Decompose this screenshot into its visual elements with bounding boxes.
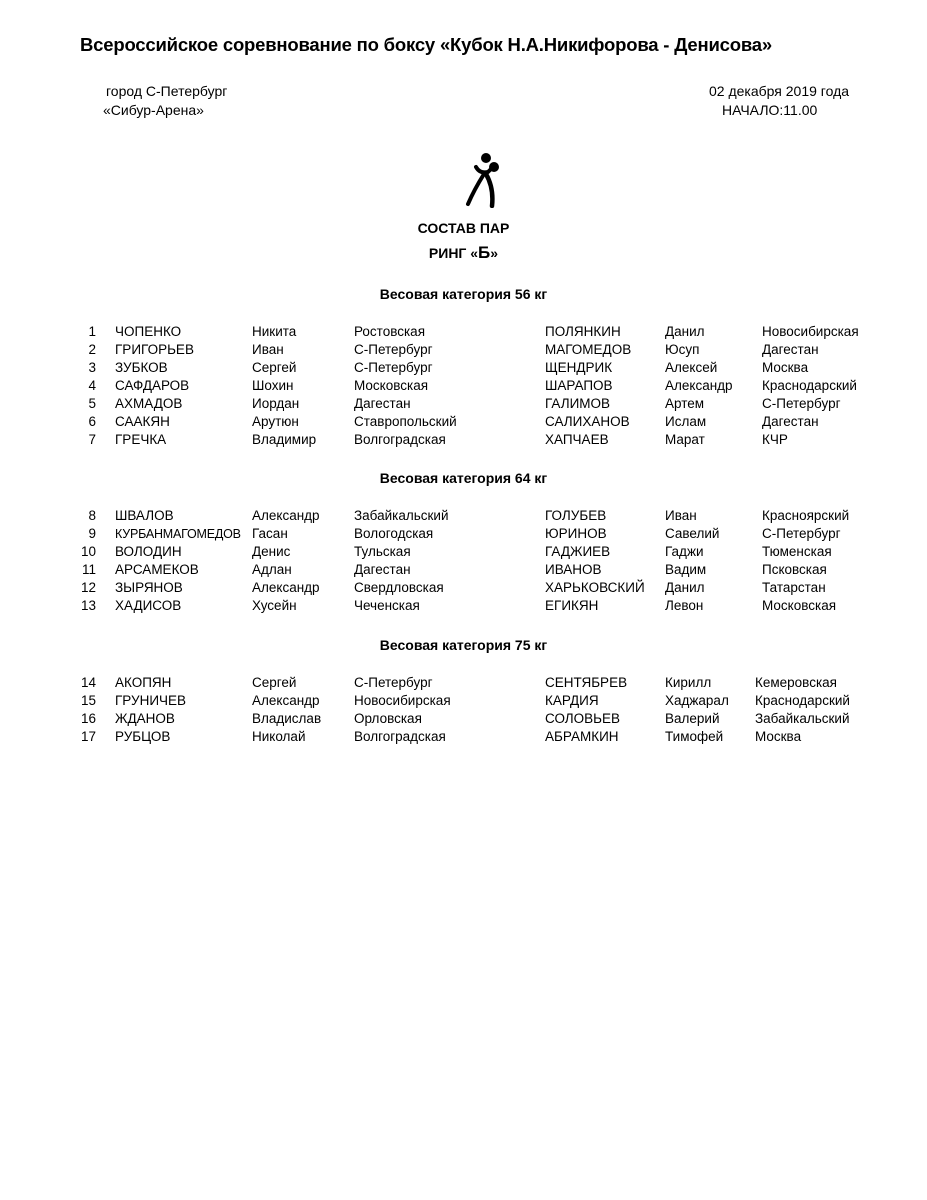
red-firstname: Николай — [252, 729, 306, 744]
date: 02 декабря 2019 года — [709, 83, 850, 99]
red-surname: АКОПЯН — [115, 675, 172, 690]
blue-firstname: Кирилл — [665, 675, 712, 690]
red-surname: САФДАРОВ — [115, 378, 190, 393]
blue-region: Краснодарский — [762, 378, 857, 393]
blue-region: Кемеровская — [755, 675, 837, 690]
red-region: Волгоградская — [354, 729, 446, 744]
blue-firstname: Ислам — [665, 414, 707, 429]
bout-row — [0, 431, 927, 449]
red-firstname: Александр — [252, 508, 320, 523]
red-surname: ХАДИСОВ — [115, 598, 182, 613]
bout-number: 12 — [80, 580, 96, 595]
red-firstname: Гасан — [252, 526, 288, 541]
blue-region: Дагестан — [762, 342, 819, 357]
section-title: Весовая категория 64 кг — [379, 470, 548, 486]
bout-number: 11 — [81, 562, 96, 577]
red-region: С-Петербург — [354, 675, 433, 690]
bout-row — [0, 674, 927, 692]
ring-label: РИНГ « — [428, 245, 479, 261]
red-region: Забайкальский — [354, 508, 449, 523]
red-surname: ГРУНИЧЕВ — [115, 693, 187, 708]
bout-number: 17 — [80, 729, 96, 744]
start-time: НАЧАЛО:11.00 — [722, 102, 818, 118]
red-firstname: Адлан — [252, 562, 292, 577]
blue-surname: ЮРИНОВ — [545, 526, 607, 541]
red-surname: СААКЯН — [115, 414, 170, 429]
blue-firstname: Артем — [665, 396, 705, 411]
blue-region: Краснодарский — [755, 693, 850, 708]
red-surname: ШВАЛОВ — [115, 508, 174, 523]
bout-row — [0, 579, 927, 597]
bout-list — [0, 323, 927, 449]
bout-number: 16 — [80, 711, 96, 726]
blue-surname: САЛИХАНОВ — [545, 414, 630, 429]
red-surname: ЗЫРЯНОВ — [115, 580, 183, 595]
blue-surname: ГАЛИМОВ — [545, 396, 611, 411]
red-surname: АХМАДОВ — [115, 396, 183, 411]
red-surname: АРСАМЕКОВ — [115, 562, 199, 577]
section-title: Весовая категория 56 кг — [379, 286, 548, 302]
red-firstname: Владислав — [252, 711, 322, 726]
bout-number: 4 — [88, 378, 96, 393]
weight-section-64 — [0, 470, 927, 615]
bout-row — [0, 377, 927, 395]
bout-number: 6 — [88, 414, 96, 429]
red-region: С-Петербург — [354, 360, 433, 375]
blue-region: Москва — [755, 729, 802, 744]
red-firstname: Хусейн — [252, 598, 297, 613]
blue-region: С-Петербург — [762, 526, 841, 541]
red-firstname: Шохин — [252, 378, 294, 393]
boxer-icon — [464, 152, 512, 208]
blue-surname: ПОЛЯНКИН — [545, 324, 621, 339]
blue-firstname: Марат — [665, 432, 705, 447]
blue-firstname: Данил — [665, 324, 705, 339]
section-title: Весовая категория 75 кг — [379, 637, 548, 653]
blue-region: Новосибирская — [762, 324, 859, 339]
blue-region: Забайкальский — [755, 711, 850, 726]
blue-region: С-Петербург — [762, 396, 841, 411]
blue-region: Московская — [762, 598, 837, 613]
bout-number: 8 — [88, 508, 96, 523]
red-surname: ЧОПЕНКО — [115, 324, 182, 339]
red-surname: ГРЕЧКА — [115, 432, 167, 447]
bout-number: 3 — [88, 360, 96, 375]
red-region: Дагестан — [354, 562, 411, 577]
bout-number: 9 — [88, 526, 96, 541]
blue-region: Псковская — [762, 562, 827, 577]
red-firstname: Александр — [252, 580, 320, 595]
red-region: Чеченская — [354, 598, 420, 613]
red-region: Волгоградская — [354, 432, 446, 447]
blue-surname: СЕНТЯБРЕВ — [545, 675, 628, 690]
bout-row — [0, 341, 927, 359]
blue-firstname: Левон — [665, 598, 704, 613]
bout-list — [0, 674, 927, 746]
blue-firstname: Вадим — [665, 562, 707, 577]
weight-section-75 — [0, 637, 927, 746]
weight-section-56 — [0, 286, 927, 449]
bout-row — [0, 525, 927, 543]
red-region: Дагестан — [354, 396, 411, 411]
blue-firstname: Данил — [665, 580, 705, 595]
red-firstname: Сергей — [252, 675, 297, 690]
red-region: Свердловская — [354, 580, 444, 595]
blue-surname: СОЛОВЬЕВ — [545, 711, 621, 726]
red-firstname: Денис — [252, 544, 291, 559]
blue-surname: ГАДЖИЕВ — [545, 544, 611, 559]
bout-row — [0, 597, 927, 615]
blue-surname: ШАРАПОВ — [545, 378, 613, 393]
blue-surname: ЕГИКЯН — [545, 598, 599, 613]
blue-firstname: Юсуп — [665, 342, 700, 357]
red-surname: КУРБАНМАГОМЕДОВ — [115, 527, 241, 541]
ring-letter: Б — [478, 243, 491, 262]
bout-row — [0, 728, 927, 746]
blue-surname: ХАРЬКОВСКИЙ — [545, 580, 645, 595]
blue-region: Тюменская — [762, 544, 832, 559]
red-region: С-Петербург — [354, 342, 433, 357]
bout-row — [0, 395, 927, 413]
red-surname: ЗУБКОВ — [115, 360, 168, 375]
bout-row — [0, 359, 927, 377]
venue: «Сибур-Арена» — [103, 102, 204, 118]
red-firstname: Сергей — [252, 360, 297, 375]
bout-row — [0, 413, 927, 431]
red-surname: РУБЦОВ — [115, 729, 171, 744]
ring-heading — [0, 243, 927, 263]
bout-number: 7 — [88, 432, 96, 447]
bout-number: 2 — [88, 342, 96, 357]
blue-region: КЧР — [762, 432, 788, 447]
city: город С-Петербург — [106, 83, 228, 99]
blue-firstname: Савелий — [665, 526, 720, 541]
blue-surname: ГОЛУБЕВ — [545, 508, 607, 523]
bout-number: 14 — [80, 675, 96, 690]
blue-surname: МАГОМЕДОВ — [545, 342, 632, 357]
red-firstname: Иордан — [252, 396, 300, 411]
blue-firstname: Иван — [665, 508, 697, 523]
blue-surname: ЩЕНДРИК — [545, 360, 613, 375]
blue-surname: КАРДИЯ — [545, 693, 599, 708]
bout-row — [0, 323, 927, 341]
blue-firstname: Тимофей — [665, 729, 724, 744]
bout-row — [0, 710, 927, 728]
red-region: Ростовская — [354, 324, 426, 339]
blue-region: Красноярский — [762, 508, 850, 523]
red-surname: ЖДАНОВ — [115, 711, 175, 726]
ring-close: » — [490, 245, 499, 261]
blue-region: Татарстан — [762, 580, 826, 595]
red-region: Новосибирская — [354, 693, 451, 708]
bout-number: 15 — [80, 693, 96, 708]
red-firstname: Никита — [252, 324, 297, 339]
blue-firstname: Алексей — [665, 360, 718, 375]
blue-surname: АБРАМКИН — [545, 729, 619, 744]
bout-row — [0, 561, 927, 579]
red-region: Ставропольский — [354, 414, 457, 429]
bout-number: 10 — [80, 544, 96, 559]
blue-surname: ХАПЧАЕВ — [545, 432, 609, 447]
blue-firstname: Валерий — [665, 711, 720, 726]
blue-firstname: Гаджи — [665, 544, 704, 559]
red-region: Тульская — [354, 544, 411, 559]
red-region: Московская — [354, 378, 429, 393]
red-firstname: Иван — [252, 342, 284, 357]
blue-region: Дагестан — [762, 414, 819, 429]
blue-firstname: Хаджарал — [665, 693, 729, 708]
bout-row — [0, 507, 927, 525]
red-firstname: Арутюн — [252, 414, 299, 429]
pairs-heading: СОСТАВ ПАР — [417, 220, 510, 236]
red-surname: ВОЛОДИН — [115, 544, 182, 559]
bout-list — [0, 507, 927, 615]
bout-number: 13 — [80, 598, 96, 613]
bout-row — [0, 692, 927, 710]
bout-number: 1 — [88, 324, 96, 339]
bout-number: 5 — [88, 396, 96, 411]
red-firstname: Владимир — [252, 432, 317, 447]
blue-region: Москва — [762, 360, 809, 375]
document-title: Всероссийское соревнование по боксу «Кубок Н.А.Никифорова - Денисова» — [80, 34, 772, 55]
red-surname: ГРИГОРЬЕВ — [115, 342, 194, 357]
blue-firstname: Александр — [665, 378, 733, 393]
blue-surname: ИВАНОВ — [545, 562, 602, 577]
red-region: Орловская — [354, 711, 422, 726]
bout-row — [0, 543, 927, 561]
red-firstname: Александр — [252, 693, 320, 708]
red-region: Вологодская — [354, 526, 434, 541]
